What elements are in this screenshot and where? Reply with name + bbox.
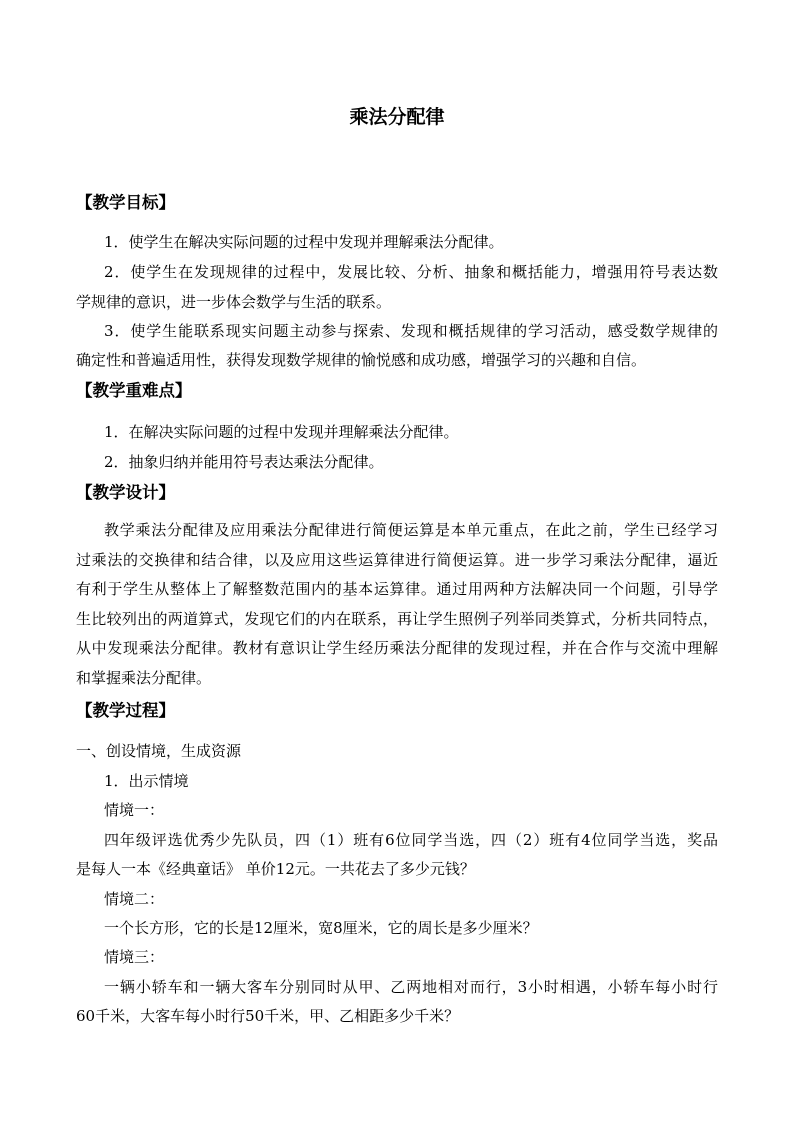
process-line: 1．出示情境 — [104, 772, 189, 790]
section-heading-goals: 【教学目标】 — [76, 193, 175, 212]
design-line: 从中发现乘法分配律。教材有意识让学生经历乘法分配律的发现过程，并在合作与交流中理解 — [76, 639, 718, 657]
section-heading-key-points: 【教学重难点】 — [76, 381, 192, 400]
design-line: 有利于学生从整体上了解整数范围内的基本运算律。通过用两种方法解决同一个问题，引导学 — [76, 580, 718, 598]
process-line: 一、创设情境，生成资源 — [76, 742, 242, 760]
process-line: 情境三： — [104, 948, 165, 966]
goals-line: 1．使学生在解决实际问题的过程中发现并理解乘法分配律。 — [104, 233, 504, 251]
goals-line: 学规律的意识，进一步体会数学与生活的联系。 — [76, 293, 392, 311]
process-line: 一辆小轿车和一辆大客车分别同时从甲、乙两地相对而行，3小时相遇，小轿车每小时行 — [104, 978, 718, 996]
key-points-line: 2．抽象归纳并能用符号表达乘法分配律。 — [104, 453, 384, 471]
goals-line: 2．使学生在发现规律的过程中，发展比较、分析、抽象和概括能力，增强用符号表达数 — [104, 263, 718, 281]
process-line: 一个长方形，它的长是12厘米，宽8厘米，它的周长是多少厘米？ — [104, 919, 538, 937]
process-line: 情境一： — [104, 801, 165, 819]
design-line: 过乘法的交换律和结合律，以及应用这些运算律进行简便运算。进一步学习乘法分配律，逼近 — [76, 551, 718, 569]
design-line: 教学乘法分配律及应用乘法分配律进行简便运算是本单元重点，在此之前，学生已经学习 — [104, 521, 718, 539]
process-line: 四年级评选优秀少先队员，四（1）班有6位同学当选，四（2）班有4位同学当选，奖品 — [104, 831, 718, 849]
goals-line: 3．使学生能联系现实问题主动参与探索、发现和概括规律的学习活动，感受数学规律的 — [104, 322, 718, 340]
process-line: 情境二： — [104, 890, 165, 908]
section-heading-process: 【教学过程】 — [76, 701, 175, 720]
process-line: 60千米，大客车每小时行50千米，甲、乙相距多少千米？ — [76, 1007, 460, 1025]
section-heading-design: 【教学设计】 — [76, 483, 175, 502]
design-line: 和掌握乘法分配律。 — [76, 669, 212, 687]
page-title: 乘法分配律 — [349, 106, 445, 128]
goals-line: 确定性和普遍适用性，获得发现数学规律的愉悦感和成功感，增强学习的兴趣和自信。 — [76, 351, 647, 369]
key-points-line: 1．在解决实际问题的过程中发现并理解乘法分配律。 — [104, 423, 459, 441]
design-line: 生比较列出的两道算式，发现它们的内在联系，再让学生照例子列举同类算式，分析共同特点， — [76, 610, 718, 628]
process-line: 是每人一本《经典童话》 单价12元。一共花去了多少元钱？ — [76, 860, 475, 878]
